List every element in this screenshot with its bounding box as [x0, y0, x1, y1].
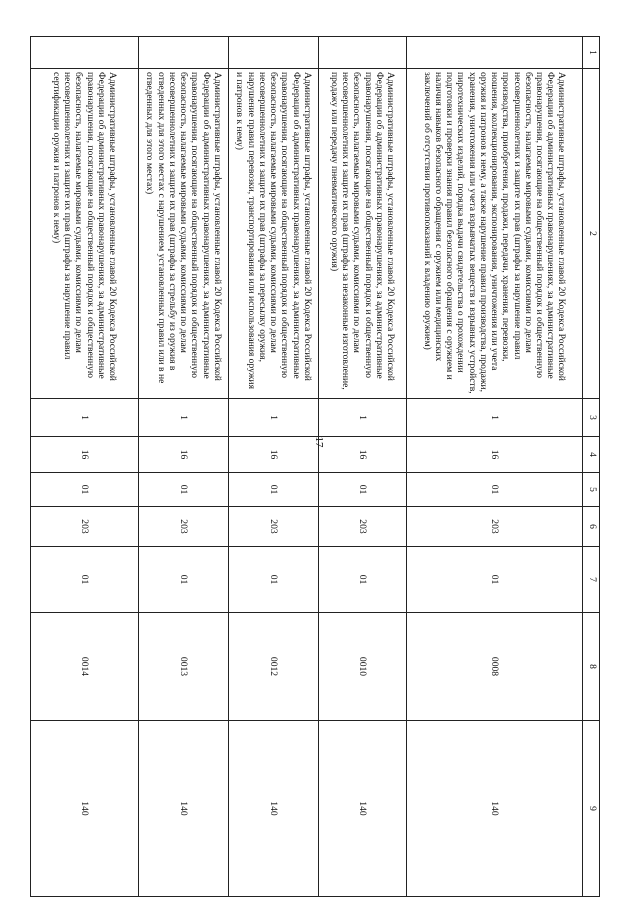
cell-col5: 01 [407, 473, 583, 507]
column-header: 8 [583, 613, 600, 721]
cell-col5: 01 [229, 473, 319, 507]
cell-col9: 140 [407, 721, 583, 897]
header-row [583, 37, 600, 897]
cell-col9: 140 [229, 721, 319, 897]
cell-col5: 01 [319, 473, 407, 507]
column-header: 6 [583, 507, 600, 547]
cell-col3: 1 [31, 399, 139, 437]
cell-col4: 16 [229, 437, 319, 473]
cell-col1 [139, 37, 229, 69]
cell-col7: 01 [31, 547, 139, 613]
column-header: 4 [583, 437, 600, 473]
cell-col4: 16 [407, 437, 583, 473]
cell-description: Административные штрафы, установленные главой 20 Кодекса Российской Федерации об административных правонарушениях, за административные правонарушения, посягающие на общественный порядок и общественную безопасность, налагаемые мировыми судьями, комиссиями по делам несовершеннолетних и защите их прав (штрафы за нарушение правил сертификации оружия и патронов к нему) [31, 69, 139, 399]
page-number: 17 [313, 436, 325, 448]
column-header: 2 [583, 69, 600, 399]
cell-col5: 01 [139, 473, 229, 507]
cell-description: Административные штрафы, установленные главой 20 Кодекса Российской Федерации об административных правонарушениях, за административные правонарушения, посягающие на общественный порядок и общественную безопасность, налагаемые мировыми судьями, комиссиями по делам несовершеннолетних и защите их прав (штрафы за стрельбу из оружия в отведенных для этого местах с нарушением установленных правил или в не отведенных для этого местах) [139, 69, 229, 399]
cell-col4: 16 [319, 437, 407, 473]
cell-col1 [319, 37, 407, 69]
column-header: 1 [583, 37, 600, 69]
cell-description: Административные штрафы, установленные главой 20 Кодекса Российской Федерации об административных правонарушениях, за административные правонарушения, посягающие на общественный порядок и общественную безопасность, налагаемые мировыми судьями, комиссиями по делам несовершеннолетних и защите их прав (штрафы за незаконные изготовление, продажу или передачу пневматического оружия) [319, 69, 407, 399]
rotated-table-container [32, 36, 600, 896]
cell-col5: 01 [31, 473, 139, 507]
cell-col7: 01 [229, 547, 319, 613]
cell-col8: 0014 [31, 613, 139, 721]
cell-col8: 0010 [319, 613, 407, 721]
column-header: 3 [583, 399, 600, 437]
table-row [407, 37, 583, 897]
cell-description: Административные штрафы, установленные главой 20 Кодекса Российской Федерации об административных правонарушениях, за административные правонарушения, посягающие на общественный порядок и общественную безопасность, налагаемые мировыми судьями, комиссиями по делам несовершеннолетних и защите их прав (штрафы за пересылку оружия, нарушение правил перевозки, транспортирования или использования оружия и патронов к нему) [229, 69, 319, 399]
cell-col7: 01 [407, 547, 583, 613]
cell-col1 [31, 37, 139, 69]
cell-col7: 01 [319, 547, 407, 613]
cell-col8: 0013 [139, 613, 229, 721]
column-header: 7 [583, 547, 600, 613]
cell-col1 [229, 37, 319, 69]
cell-col1 [407, 37, 583, 69]
cell-col3: 1 [139, 399, 229, 437]
table-row [319, 37, 407, 897]
table-row [139, 37, 229, 897]
cell-description: Административные штрафы, установленные главой 20 Кодекса Российской Федерации об административных правонарушениях, за административные правонарушения, посягающие на общественный порядок и общественную безопасность, налагаемые мировыми судьями, комиссиями по делам несовершеннолетних и защите их прав (штрафы за нарушение правил производства, приобретения, продажи, передачи, хранения, перевозки, ношения, коллекционирования, экспонирования, уничтожения или учета оружия и патронов к нему, а также нарушение правил производства, продажи, хранения, уничтожения или учета взрывчатых веществ и взрывных устройств, пиротехнических изделий, порядка выдачи свидетельства о прохождении подготовки и проверки знания правил безопасного обращения с оружием и наличия навыков безопасного обращения с оружием или медицинских заключений об отсутствии противопоказаний к владению оружием) [407, 69, 583, 399]
cell-col6: 203 [407, 507, 583, 547]
column-header: 5 [583, 473, 600, 507]
cell-col3: 1 [407, 399, 583, 437]
cell-col9: 140 [139, 721, 229, 897]
cell-col6: 203 [229, 507, 319, 547]
cell-col3: 1 [229, 399, 319, 437]
cell-col9: 140 [319, 721, 407, 897]
column-header: 9 [583, 721, 600, 897]
fines-table [30, 36, 600, 897]
cell-col8: 0012 [229, 613, 319, 721]
cell-col6: 203 [319, 507, 407, 547]
table-row [229, 37, 319, 897]
table-row [31, 37, 139, 897]
cell-col6: 203 [139, 507, 229, 547]
cell-col7: 01 [139, 547, 229, 613]
cell-col9: 140 [31, 721, 139, 897]
cell-col4: 16 [139, 437, 229, 473]
cell-col6: 203 [31, 507, 139, 547]
cell-col8: 0008 [407, 613, 583, 721]
cell-col4: 16 [31, 437, 139, 473]
cell-col3: 1 [319, 399, 407, 437]
